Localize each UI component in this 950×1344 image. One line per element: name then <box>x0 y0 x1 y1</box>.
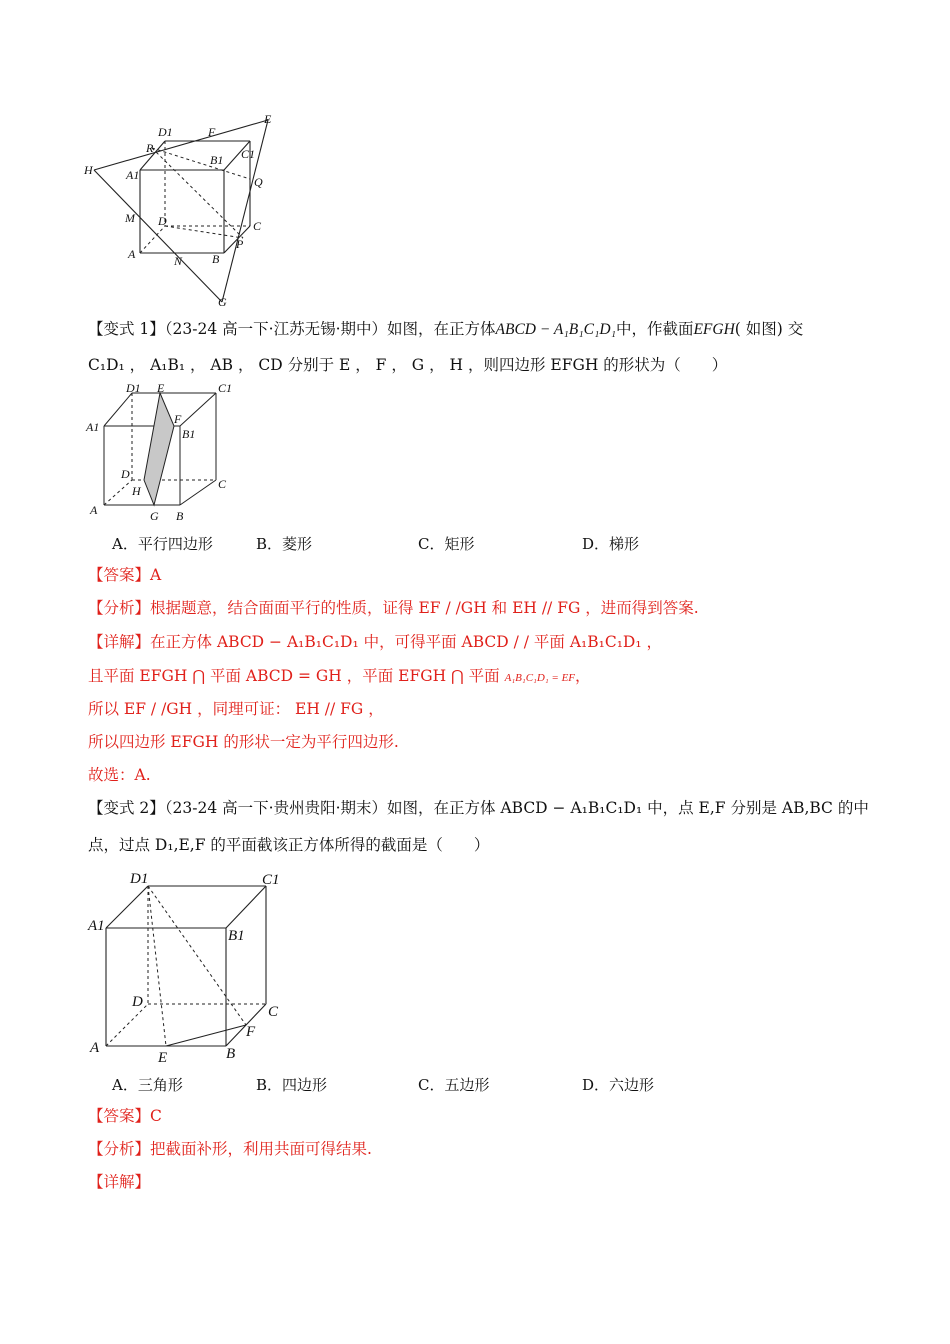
fig2-label-c: C <box>268 1004 279 1020</box>
fig1-label-f: F <box>174 412 182 426</box>
q1-stem-text-b: 中，作截面 <box>615 320 694 338</box>
fig0-label-q: Q <box>254 175 263 189</box>
q2-stem-line1 <box>88 798 869 818</box>
q2-option-a-text: 三角形 <box>137 1076 183 1094</box>
q1-detail-2-comma: ， <box>575 667 591 685</box>
fig0-label-a1: A1 <box>126 168 140 182</box>
q1-option-d[interactable] <box>582 533 639 554</box>
q1-prefix: 【变式 1】 <box>88 320 165 338</box>
q1-analysis-tag: 【分析】 <box>88 599 151 617</box>
fig2-label-a1: A1 <box>88 918 105 934</box>
q2-option-b-key: B． <box>256 1076 283 1094</box>
fig1-label-h: H <box>132 484 141 498</box>
fig1-label-b: B <box>176 509 184 523</box>
q2-option-a[interactable] <box>112 1074 183 1095</box>
q2-option-a-key: A． <box>112 1076 138 1094</box>
fig2-label-c1: C1 <box>262 872 280 888</box>
q1-detail-tag: 【详解】 <box>88 633 151 651</box>
fig2-label-b1: B1 <box>228 928 245 944</box>
q1-choose: 故选：A. <box>88 766 151 784</box>
q2-option-d-key: D． <box>582 1076 610 1094</box>
fig0-label-p: P <box>236 237 244 251</box>
q2-source: （23-24 高一下·贵州贵阳·期末） <box>164 799 388 817</box>
q1-detail-1-text: 在正方体 ABCD − A₁B₁C₁D₁ 中，可得平面 ABCD / / 平面 A₁B₁C₁D₁ ， <box>150 633 662 651</box>
q1-option-b[interactable] <box>256 533 312 554</box>
fig1-label-e: E <box>157 383 165 395</box>
figure-cube-section-heg <box>82 112 282 312</box>
q2-prefix: 【变式 2】 <box>88 799 165 817</box>
q1-answer-value: A <box>150 566 162 584</box>
q1-analysis-text: 根据题意，结合面面平行的性质，证得 EF / /GH 和 EH // FG ，进而得到答案. <box>150 599 699 617</box>
q1-option-b-text: 菱形 <box>282 535 313 553</box>
q2-answer <box>88 1106 162 1126</box>
fig0-label-h: H <box>84 163 93 177</box>
fig1-label-g: G <box>150 509 159 523</box>
q2-option-d[interactable] <box>582 1074 654 1095</box>
q1-detail-1 <box>88 632 662 652</box>
q2-analysis-text: 把截面补形，利用共面可得结果. <box>150 1140 372 1158</box>
q2-option-d-text: 六边形 <box>609 1076 655 1094</box>
q1-cube-name: ABCD − A₁B₁C₁D₁ <box>495 321 616 338</box>
q1-stem-line1 <box>88 319 803 340</box>
q1-option-c-key: C． <box>418 535 445 553</box>
q2-analysis-tag: 【分析】 <box>88 1140 151 1158</box>
fig0-label-d: D <box>158 214 167 228</box>
fig2-label-f: F <box>246 1024 256 1040</box>
fig2-label-d: D <box>132 994 143 1010</box>
q2-analysis <box>88 1139 372 1159</box>
fig0-label-n: N <box>174 254 183 268</box>
fig1-label-a1: A1 <box>86 420 100 434</box>
q1-detail-2-formula: A₁B₁C₁D₁ = EF <box>504 672 576 684</box>
fig0-label-f: F <box>208 125 216 139</box>
q1-option-d-text: 梯形 <box>609 535 640 553</box>
fig0-label-b1: B1 <box>210 153 224 167</box>
fig0-label-g: G <box>218 295 227 309</box>
q1-stem-text-c: ( 如图) 交 <box>734 320 804 338</box>
fig0-label-a: A <box>128 247 136 261</box>
q2-option-b-text: 四边形 <box>282 1076 328 1094</box>
q1-stem-text: 如图，在正方体 <box>387 320 496 338</box>
q2-option-c-text: 五边形 <box>444 1076 490 1094</box>
q1-detail-3: 所以 EF / /GH ，同理可证： EH // FG ， <box>88 700 384 718</box>
q1-option-c-text: 矩形 <box>444 535 475 553</box>
fig1-label-c: C <box>218 477 227 491</box>
fig1-label-a: A <box>90 503 98 517</box>
fig0-label-d1: D1 <box>158 125 173 139</box>
fig1-label-d1: D1 <box>126 383 141 395</box>
figure-cube-d1ef <box>86 864 296 1064</box>
q1-answer <box>88 565 161 585</box>
q1-section-name: EFGH <box>693 321 735 338</box>
q2-option-c-key: C． <box>418 1076 445 1094</box>
q1-option-a-text: 平行四边形 <box>137 535 213 553</box>
q1-option-c[interactable] <box>418 533 475 554</box>
q1-detail-4: 所以四边形 EFGH 的形状一定为平行四边形. <box>88 733 399 751</box>
fig2-label-b: B <box>226 1046 236 1062</box>
fig0-label-e: E <box>264 112 272 126</box>
figure-cube-efgh <box>84 383 244 523</box>
fig1-label-c1: C1 <box>218 383 233 395</box>
q1-analysis <box>88 598 699 618</box>
q1-option-b-key: B． <box>256 535 283 553</box>
q1-stem-line2: C₁D₁ ， A₁B₁ ， AB ， CD 分别于 E ， F ， G ， H ，则四边形 EFGH 的形状为（ ） <box>88 356 728 374</box>
q1-option-a[interactable] <box>112 533 213 554</box>
q1-answer-tag: 【答案】 <box>88 566 151 584</box>
q1-option-d-key: D． <box>582 535 610 553</box>
fig2-label-d1: D1 <box>130 871 149 887</box>
fig1-label-d: D <box>121 467 130 481</box>
q1-source: （23-24 高一下·江苏无锡·期中） <box>164 320 388 338</box>
q2-stem-text: 如图，在正方体 ABCD − A₁B₁C₁D₁ 中，点 E,F 分别是 AB,BC 的中 <box>387 799 869 817</box>
fig0-label-r: R <box>146 141 154 155</box>
q1-detail-2-text: 且平面 EFGH ⋂ 平面 ABCD = GH ，平面 EFGH ⋂ 平面 <box>88 667 500 685</box>
fig0-label-m: M <box>125 211 135 225</box>
q2-option-b[interactable] <box>256 1074 327 1095</box>
fig1-label-b1: B1 <box>182 427 196 441</box>
q2-answer-value: C <box>150 1107 162 1125</box>
fig0-label-c1: C1 <box>241 147 256 161</box>
fig0-label-b: B <box>212 252 220 266</box>
q2-detail: 【详解】 <box>88 1173 151 1191</box>
fig2-label-e: E <box>158 1050 168 1064</box>
q1-option-a-key: A． <box>112 535 138 553</box>
fig0-label-c: C <box>253 219 262 233</box>
q1-detail-2 <box>88 666 591 688</box>
fig2-label-a: A <box>90 1040 100 1056</box>
q2-stem-line2: 点，过点 D₁,E,F 的平面截该正方体所得的截面是（ ） <box>88 836 490 854</box>
q2-answer-tag: 【答案】 <box>88 1107 151 1125</box>
q2-option-c[interactable] <box>418 1074 490 1095</box>
